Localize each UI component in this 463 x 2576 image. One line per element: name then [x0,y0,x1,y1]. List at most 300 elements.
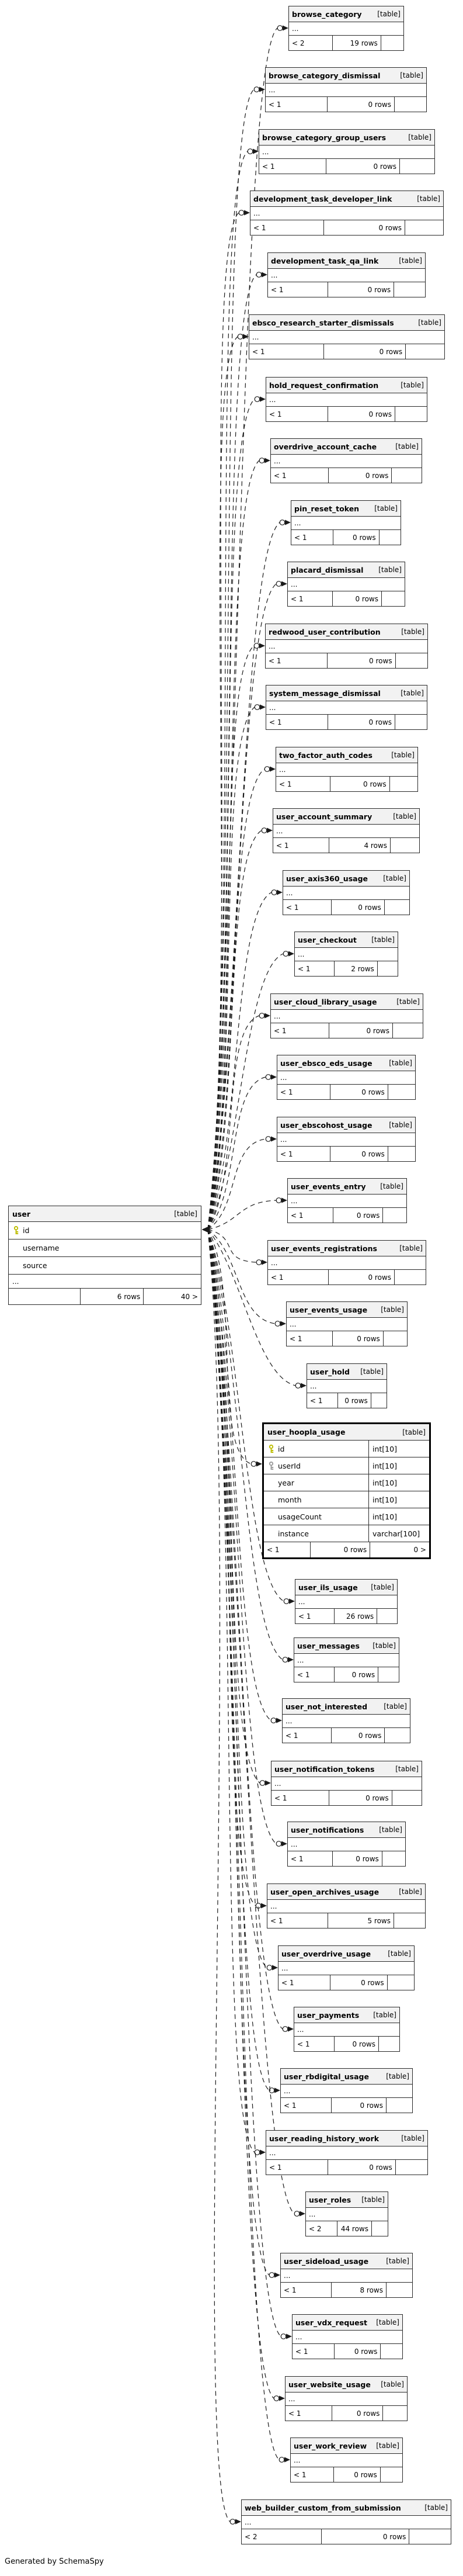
table-footer [291,530,401,545]
table-name[interactable]: user_rbdigital_usage [284,2072,369,2081]
cardinality-circle-icon [266,1075,271,1080]
table-footer [288,1208,406,1223]
footer-spacer [384,1728,410,1743]
schemaspy-credit: Generated by SchemaSpy [5,2557,104,2566]
table-name[interactable]: user_work_review [294,2441,367,2450]
cardinality-circle-icon [266,1137,271,1142]
parent-degree: < 1 [291,594,304,603]
cardinality-circle-icon [251,1462,256,1467]
arrowhead-icon [272,1965,278,1971]
row-count: 0 rows [328,282,394,297]
parent-degree: < 1 [291,1211,304,1220]
table-type-label: [table] [373,2011,396,2019]
footer-spacer [389,777,417,791]
arrowhead-icon [285,520,291,525]
parent-degree: < 1 [290,1334,302,1343]
table-type-label: [table] [388,1950,411,1958]
table-node-user_notification_tokens[interactable] [271,1761,422,1806]
table-type-label: [table] [424,2504,448,2512]
row-count: 0 rows [328,1270,394,1284]
table-node-user_not_interested[interactable] [282,1698,410,1743]
table-header [266,2131,427,2146]
parent-degree: < 1 [274,1026,287,1035]
cardinality-circle-icon [254,87,259,92]
parent-degree: < 1 [281,1978,294,1987]
parent-degree: < 1 [253,223,266,232]
cardinality-circle-icon [276,1841,281,1847]
footer-spacer [390,838,419,853]
parent-degree: < 1 [269,718,282,726]
table-name[interactable]: user_ebsco_eds_usage [280,1058,373,1068]
arrowhead-icon [271,1137,277,1142]
parent-degree: < 1 [310,1396,323,1405]
columns-ellipsis: ... [9,1275,201,1289]
table-footer [277,1085,415,1099]
table-header [295,1580,397,1595]
columns-ellipsis: ... [307,1380,387,1393]
parent-degree: < 1 [297,1670,310,1679]
table-node-user_checkout[interactable] [294,932,398,977]
table-name[interactable]: user_ils_usage [298,1583,358,1592]
table-header [291,501,401,517]
table-footer [288,591,405,606]
row-count: 0 rows [328,715,395,729]
arrowhead-icon [259,87,265,92]
cardinality-circle-icon [262,828,267,833]
cardinality-circle-icon [276,581,281,587]
footer-spacer [371,1393,387,1408]
cardinality-circle-icon [279,2457,284,2463]
columns-ellipsis: ... [266,701,427,715]
cardinality-circle-icon [280,520,285,525]
table-footer [266,715,427,729]
table-type-label: [table] [361,2196,385,2204]
columns-ellipsis: ... [295,1595,397,1609]
table-type-label: [table] [381,1306,404,1314]
columns-ellipsis: ... [271,455,422,468]
table-node-user[interactable] [8,1206,201,1305]
table-type-label: [table] [379,1826,402,1834]
cardinality-circle-icon [256,272,262,278]
table-node-user_ebsco_eds_usage[interactable] [277,1055,416,1100]
table-node-ebsco_research_starter_dismissals[interactable] [249,314,445,359]
table-name[interactable]: user_open_archives_usage [270,1887,380,1896]
table-footer [294,2037,399,2051]
column-row-usageCount [264,1508,429,1525]
table-name[interactable]: user_not_interested [286,1702,368,1711]
table-footer [295,961,398,976]
arrowhead-icon [235,2519,241,2525]
table-node-user_roles[interactable] [305,2191,388,2236]
table-type-label: [table] [402,1428,426,1436]
parent-degree: < 2 [245,2532,257,2541]
table-node-user_payments[interactable] [294,2007,400,2052]
table-type-label: [table] [401,689,424,697]
table-header [281,2069,412,2085]
cardinality-circle-icon [259,458,264,463]
column-name: year [278,1478,294,1487]
arrowhead-icon [300,2211,305,2217]
footer-spacer [378,1667,399,1682]
table-node-user_ils_usage[interactable] [295,1579,398,1624]
table-footer [271,1023,423,1038]
footer-spacer [405,344,444,359]
table-header [271,994,423,1010]
parent-degree: < 1 [280,1088,293,1096]
parent-degree: < 1 [280,1149,293,1158]
table-name[interactable]: hold_request_confirmation [269,380,379,390]
table-name[interactable]: user_events_entry [291,1182,366,1191]
parent-degree: < 1 [294,533,307,542]
column-name: month [278,1495,302,1504]
table-header [277,1055,415,1071]
table-header [288,562,405,578]
table-node-user_ebscohost_usage[interactable] [277,1117,416,1162]
arrowhead-icon [265,1781,271,1786]
arrowhead-icon [244,210,250,216]
columns-ellipsis: ... [281,2269,412,2283]
column-name: id [23,1226,30,1235]
footer-spacer [382,1208,406,1223]
columns-ellipsis: ... [294,2023,399,2037]
table-node-development_task_qa_link[interactable] [267,252,426,297]
table-header [271,1761,422,1777]
columns-ellipsis: ... [250,207,443,220]
parent-degree: < 1 [269,410,282,418]
table-header [293,2315,402,2331]
column-name: userId [278,1461,301,1470]
table-type-label: [table] [417,195,440,203]
table-name[interactable]: user_hold [310,1367,350,1376]
arrowhead-icon [262,1260,267,1265]
table-name[interactable]: browse_category_group_users [262,133,387,142]
table-footer [283,900,409,915]
table-header [266,624,427,640]
table-node-overdrive_account_cache[interactable] [270,438,422,483]
table-node-user_notifications[interactable] [287,1822,406,1867]
row-count: 0 rows [323,344,405,359]
table-name[interactable]: user_axis360_usage [286,874,368,883]
table-name[interactable]: ebsco_research_starter_dismissals [252,318,394,327]
table-type-label: [table] [399,257,422,265]
table-node-user_rbdigital_usage[interactable] [280,2068,413,2113]
table-footer [287,1331,407,1346]
table-node-user_cloud_library_usage[interactable] [270,993,423,1038]
table-node-browse_category[interactable] [288,6,404,51]
table-type-label: [table] [395,442,419,451]
table-type-label: [table] [396,998,420,1006]
arrowhead-icon [281,1198,287,1203]
cardinality-circle-icon [294,2211,300,2217]
table-header [259,130,434,146]
columns-ellipsis: ... [291,2454,402,2467]
table-name[interactable]: user_events_registrations [271,1244,377,1253]
table-type-label: [table] [401,628,424,636]
columns-ellipsis: ... [306,2208,388,2221]
row-count: 0 rows [331,900,384,915]
table-name[interactable]: user_sideload_usage [284,2256,369,2266]
table-name[interactable]: user_checkout [298,935,357,944]
arrowhead-icon [261,1903,267,1909]
cardinality-circle-icon [281,2334,286,2339]
table-name[interactable]: user_ebscohost_usage [280,1120,373,1130]
row-count: 0 rows [333,1208,382,1223]
table-header [273,809,419,825]
table-node-user_events_usage[interactable] [286,1301,408,1346]
column-type: int[10] [368,1441,429,1457]
row-count: 0 rows [327,97,395,112]
table-name[interactable]: user [12,1209,30,1218]
table-header [250,191,443,207]
parent-degree: < 1 [279,780,292,788]
table-type-label: [table] [401,2134,424,2142]
row-count: 0 rows [327,653,395,668]
cardinality-circle-icon [255,705,260,710]
arrowhead-icon [271,1075,277,1080]
table-name[interactable]: pin_reset_token [294,504,360,513]
columns-ellipsis: ... [288,578,405,591]
table-node-browse_category_dismissal[interactable] [265,67,427,112]
table-footer [266,653,427,668]
columns-ellipsis: ... [288,1194,406,1208]
columns-ellipsis: ... [295,948,398,961]
table-node-user_website_usage[interactable] [285,2376,408,2421]
footer-spacer [394,1913,425,1928]
table-name[interactable]: overdrive_account_cache [274,442,377,451]
table-name[interactable]: two_factor_auth_codes [279,750,373,760]
table-header [279,1946,414,1962]
footer-spacer [392,1791,422,1805]
parent-degree: < 1 [262,162,275,171]
column-name: source [23,1261,47,1270]
footer-spacer [405,220,443,235]
arrowhead-icon [288,1657,294,1663]
table-name[interactable]: user_website_usage [288,2380,371,2389]
table-node-user_overdrive_usage[interactable] [278,1945,415,1990]
table-type-label: [table] [399,1888,422,1896]
row-count: 0 rows [326,159,399,174]
table-name[interactable]: user_events_usage [290,1305,368,1314]
footer-spacer [392,1023,423,1038]
parent-degree: < 1 [286,1731,298,1740]
table-name[interactable]: user_messages [297,1641,360,1650]
table-name[interactable]: system_message_dismissal [269,688,381,698]
table-footer [268,282,425,297]
arrowhead-icon [281,1841,287,1847]
row-count: 0 rows [331,2098,387,2113]
table-node-user_reading_history_work[interactable] [266,2130,428,2175]
row-count: 0 rows [328,2160,395,2175]
cardinality-circle-icon [284,1599,289,1604]
table-name[interactable]: user_vdx_request [295,2318,368,2327]
table-footer [279,1975,414,1990]
column-row-instance [264,1525,429,1542]
footer-spacer [382,2406,407,2421]
table-node-user_open_archives_usage[interactable] [267,1883,426,1928]
table-name[interactable]: user_overdrive_usage [281,1949,371,1958]
table-node-two_factor_auth_codes[interactable] [276,747,418,792]
table-footer [286,2406,407,2421]
cardinality-circle-icon [238,334,243,340]
columns-ellipsis: ... [283,1715,410,1728]
row-count: 2 rows [334,961,377,976]
table-node-pin_reset_token[interactable] [291,500,401,545]
table-footer [266,97,426,112]
table-node-user_messages[interactable] [294,1637,399,1682]
columns-ellipsis: ... [268,269,425,282]
cardinality-circle-icon [230,2519,235,2525]
footer-spacer [395,715,427,729]
column-name: usageCount [278,1512,322,1521]
row-count: 19 rows [332,36,380,50]
table-name[interactable]: user_roles [309,2195,351,2204]
arrowhead-icon [256,1462,262,1467]
columns-ellipsis: ... [266,640,427,653]
table-node-user_events_registrations[interactable] [267,1240,426,1285]
table-node-placard_dismissal[interactable] [287,562,405,607]
relationship-edge [208,1230,275,1324]
columns-ellipsis: ... [287,1318,407,1331]
table-node-hold_request_confirmation[interactable] [266,377,427,422]
row-count: 0 rows [337,1393,371,1408]
table-name[interactable]: user_notification_tokens [274,1764,375,1774]
table-node-user_sideload_usage[interactable] [280,2253,413,2298]
table-header [294,2007,399,2023]
columns-ellipsis: ... [266,393,427,407]
column-row-id [9,1222,201,1239]
table-node-user_vdx_request[interactable] [292,2314,403,2359]
table-type-label: [table] [418,318,441,327]
arrowhead-icon [202,1227,208,1232]
cardinality-circle-icon [264,767,270,772]
footer-spacer [388,1147,415,1161]
arrowhead-icon [283,26,288,31]
footer-spacer [399,159,434,174]
table-name[interactable]: user_hoopla_usage [267,1428,346,1436]
table-name[interactable]: user_reading_history_work [269,2134,380,2143]
footer-spacer [382,1851,405,1866]
table-name[interactable]: development_task_developer_link [253,194,392,203]
table-name[interactable]: development_task_qa_link [271,256,379,265]
primary-key-icon [13,1226,19,1235]
parent-degree: < 1 [269,2163,282,2172]
table-footer [307,1393,387,1408]
table-type-label: [table] [376,2318,399,2326]
table-header [288,1179,406,1194]
footer-spacer [395,407,427,421]
table-name[interactable]: user_payments [297,2010,360,2020]
columns-ellipsis: ... [279,1962,414,1975]
footer-spacer [377,1609,397,1623]
columns-ellipsis: ... [259,146,434,159]
table-name[interactable]: web_builder_custom_from_submission [245,2503,401,2512]
table-header [271,439,422,455]
table-type-label: [table] [389,1121,412,1129]
row-count: 0 rows [333,2467,380,2482]
parent-degree: < 2 [309,2224,322,2233]
table-node-user_hold[interactable] [307,1363,387,1408]
table-header [277,1117,415,1133]
table-node-redwood_user_contribution[interactable] [265,624,428,669]
arrowhead-icon [289,1599,295,1604]
row-count: 4 rows [329,838,390,853]
arrowhead-icon [259,643,265,649]
parent-degree: < 1 [252,347,265,356]
relationship-edge [208,830,262,1230]
footer-spacer [378,2037,399,2051]
table-name[interactable]: redwood_user_contribution [269,627,381,636]
footer-spacer [381,36,403,50]
table-node-user_work_review[interactable] [290,2437,403,2482]
table-node-user_hoopla_usage[interactable] [262,1422,431,1559]
table-node-browse_category_group_users[interactable] [259,129,435,174]
table-footer [288,1851,405,1866]
cardinality-circle-icon [283,2027,288,2032]
table-header [268,1241,426,1256]
parent-degree: < 1 [291,1854,304,1863]
table-node-system_message_dismissal[interactable] [266,685,427,730]
row-count: 0 rows [330,1085,388,1099]
row-count: 0 rows [330,777,389,791]
table-footer [250,220,443,235]
table-type-label: [table] [401,381,424,389]
table-header [283,1699,410,1715]
columns-ellipsis: ... [288,1838,405,1851]
table-type-label: [table] [389,1059,412,1067]
table-type-label: [table] [374,504,398,513]
cardinality-circle-icon [283,951,288,957]
table-node-user_account_summary[interactable] [273,808,420,853]
relationship-edge [208,892,271,1230]
table-node-user_axis360_usage[interactable] [283,870,410,915]
table-type-label: [table] [384,1702,407,1711]
table-node-user_events_entry[interactable] [287,1178,407,1223]
table-footer [266,2160,427,2175]
table-type-label: [table] [383,874,406,882]
arrowhead-icon [276,1718,282,1723]
table-name[interactable]: user_account_summary [276,812,373,821]
table-node-web_builder_custom_from_submission[interactable] [241,2499,451,2544]
table-name[interactable]: browse_category [292,9,362,19]
parent-degree: < 1 [276,841,289,850]
table-node-development_task_developer_link[interactable] [250,191,444,236]
parent-degree: < 1 [284,2286,297,2294]
row-count: 8 rows [331,2283,387,2297]
row-count: 0 rows [332,2406,382,2421]
relationship-edge [208,584,276,1230]
table-footer [306,2221,388,2236]
footer-spacer [380,2344,402,2359]
arrowhead-icon [274,2273,280,2278]
row-count: 0 rows [330,1975,387,1990]
cardinality-circle-icon [254,643,259,649]
parent-degree: < 1 [297,2040,310,2048]
table-name[interactable]: user_cloud_library_usage [274,997,377,1006]
parent-degree: < 1 [294,2470,307,2479]
row-count: 0 rows [321,2529,409,2544]
row-count: 0 rows [331,1728,385,1743]
parent-degree: < 1 [269,100,281,109]
column-name: id [278,1444,285,1453]
arrowhead-icon [264,458,270,463]
table-name[interactable]: placard_dismissal [291,565,364,574]
cardinality-circle-icon [283,1657,288,1663]
cardinality-circle-icon [295,1383,301,1389]
table-name[interactable]: user_notifications [291,1825,364,1834]
table-name[interactable]: browse_category_dismissal [269,71,381,80]
table-type-label: [table] [376,2442,399,2450]
footer-spacer [9,1289,80,1304]
